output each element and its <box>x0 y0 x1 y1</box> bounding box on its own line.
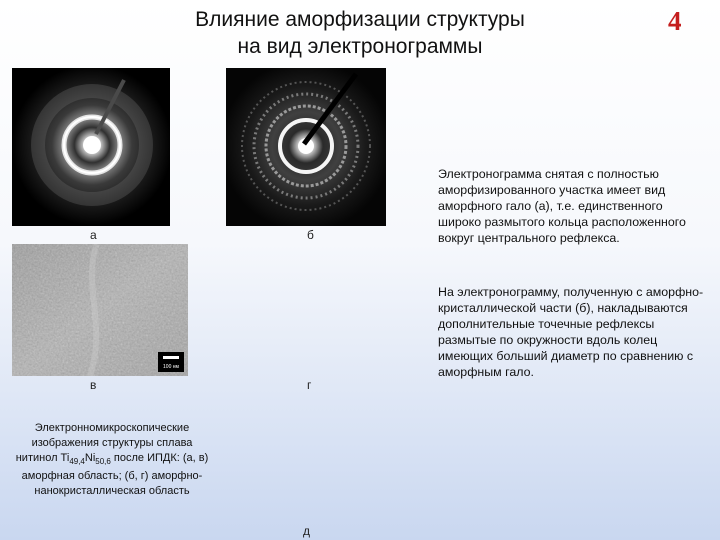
label-g: г <box>307 378 312 392</box>
caption-part-3: после ИПДК: (а, в) аморфная область; (б, г) аморфно- нанокристаллическая область <box>21 452 209 498</box>
paragraph-amorphous-crystalline: На электронограмму, полученную с аморфно-кристаллической части (б), накладываются дополнительные точечные рефлексы размытые по окружности вдоль колец имеющих больший диаметр по сравнению с аморфным гало. <box>438 285 704 379</box>
title-line-1: Влияние аморфизации структуры <box>195 8 525 31</box>
caption-sub-2: 50,6 <box>95 457 111 467</box>
diffraction-pattern-a <box>12 68 170 226</box>
caption-sub-1: 49,4 <box>69 457 85 467</box>
caption-part-2: Ni <box>84 452 96 464</box>
label-b: б <box>307 228 314 242</box>
slide-number: 4 <box>668 6 682 36</box>
slide-title <box>150 6 570 60</box>
tem-image-v <box>12 244 188 376</box>
paragraph-amorphous-halo: Электронограмма снятая с полностью аморфизированного участка имеет вид аморфного гало (а), т.е. единственного широко размытого кольца расположенного вокруг центрального рефлекса. <box>438 167 686 245</box>
label-d: д <box>303 524 311 538</box>
scale-bar-label: 100 нм <box>163 364 179 370</box>
figure-caption <box>14 421 210 499</box>
label-a: а <box>90 228 97 242</box>
title-line-2: на вид электронограммы <box>237 35 483 58</box>
caption-part-1: Электронномикроскопические изображения структуры сплава нитинол Ti <box>15 422 193 464</box>
diffraction-pattern-b <box>226 68 386 226</box>
label-v: в <box>90 378 97 392</box>
